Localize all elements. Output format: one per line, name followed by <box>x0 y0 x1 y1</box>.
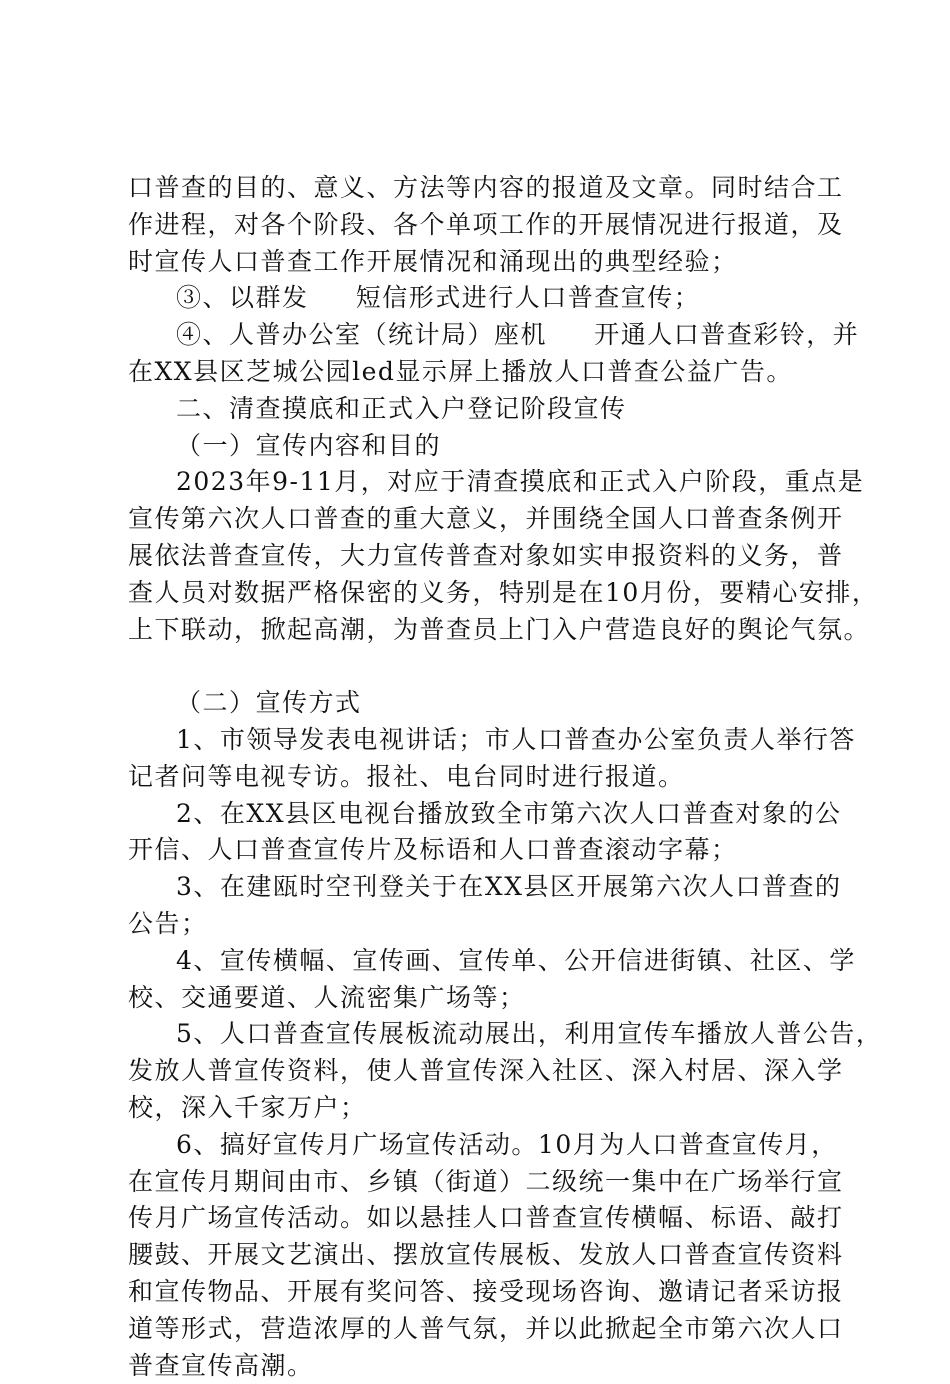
text-line: 和宣传物品、开展有奖问答、接受现场咨询、邀请记者采访报 <box>128 1274 843 1311</box>
text-line: 道等形式，营造浓厚的人普气氛，并以此掀起全市第六次人口 <box>128 1311 843 1348</box>
text-line: 腰鼓、开展文艺演出、摆放宣传展板、发放人口普查宣传资料 <box>128 1237 843 1274</box>
text-line: 上下联动，掀起高潮，为普查员上门入户营造良好的舆论气氛。 <box>128 612 843 649</box>
text-line: 6、搞好宣传月广场宣传活动。10月为人口普查宣传月， <box>128 1127 843 1164</box>
text-line: 发放人普宣传资料，使人普宣传深入社区、深入村居、深入学 <box>128 1053 843 1090</box>
text-line: 普查宣传高潮。 <box>128 1348 843 1384</box>
text-line: 口普查的目的、意义、方法等内容的报道及文章。同时结合工 <box>128 170 843 207</box>
text-line: 在XX县区芝城公园led显示屏上播放人口普查公益广告。 <box>128 354 843 391</box>
text-line: 传月广场宣传活动。如以悬挂人口普查宣传横幅、标语、敲打 <box>128 1200 843 1237</box>
text-line: 开信、人口普查宣传片及标语和人口普查滚动字幕； <box>128 832 843 869</box>
text-line: 3、在建瓯时空刊登关于在XX县区开展第六次人口普查的 <box>128 869 843 906</box>
document-body <box>128 170 843 1384</box>
text-line: 公告； <box>128 906 843 943</box>
text-line: 作进程，对各个阶段、各个单项工作的开展情况进行报道，及 <box>128 207 843 244</box>
subsection-heading: （一）宣传内容和目的 <box>128 428 843 465</box>
text-line: 查人员对数据严格保密的义务，特别是在10月份，要精心安排， <box>128 575 843 612</box>
text-line: 2、在XX县区电视台播放致全市第六次人口普查对象的公 <box>128 796 843 833</box>
paragraph-gap <box>128 648 843 685</box>
section-heading: 二、清查摸底和正式入户登记阶段宣传 <box>128 391 843 428</box>
subsection-heading: （二）宣传方式 <box>128 685 843 722</box>
text-line: 校，深入千家万户； <box>128 1090 843 1127</box>
text-line: ③、以群发 短信形式进行人口普查宣传； <box>128 280 843 317</box>
text-line: ④、人普办公室（统计局）座机 开通人口普查彩铃，并 <box>128 317 843 354</box>
text-line: 宣传第六次人口普查的重大意义，并围绕全国人口普查条例开 <box>128 501 843 538</box>
text-line: 1、市领导发表电视讲话；市人口普查办公室负责人举行答 <box>128 722 843 759</box>
text-line: 2023年9-11月，对应于清查摸底和正式入户阶段，重点是 <box>128 464 843 501</box>
text-line: 校、交通要道、人流密集广场等； <box>128 980 843 1017</box>
text-line: 展依法普查宣传，大力宣传普查对象如实申报资料的义务，普 <box>128 538 843 575</box>
text-line: 在宣传月期间由市、乡镇（街道）二级统一集中在广场举行宣 <box>128 1164 843 1201</box>
text-line: 记者问等电视专访。报社、电台同时进行报道。 <box>128 759 843 796</box>
text-line: 5、人口普查宣传展板流动展出，利用宣传车播放人普公告， <box>128 1016 843 1053</box>
text-line: 4、宣传横幅、宣传画、宣传单、公开信进街镇、社区、学 <box>128 943 843 980</box>
text-line: 时宣传人口普查工作开展情况和涌现出的典型经验； <box>128 244 843 281</box>
